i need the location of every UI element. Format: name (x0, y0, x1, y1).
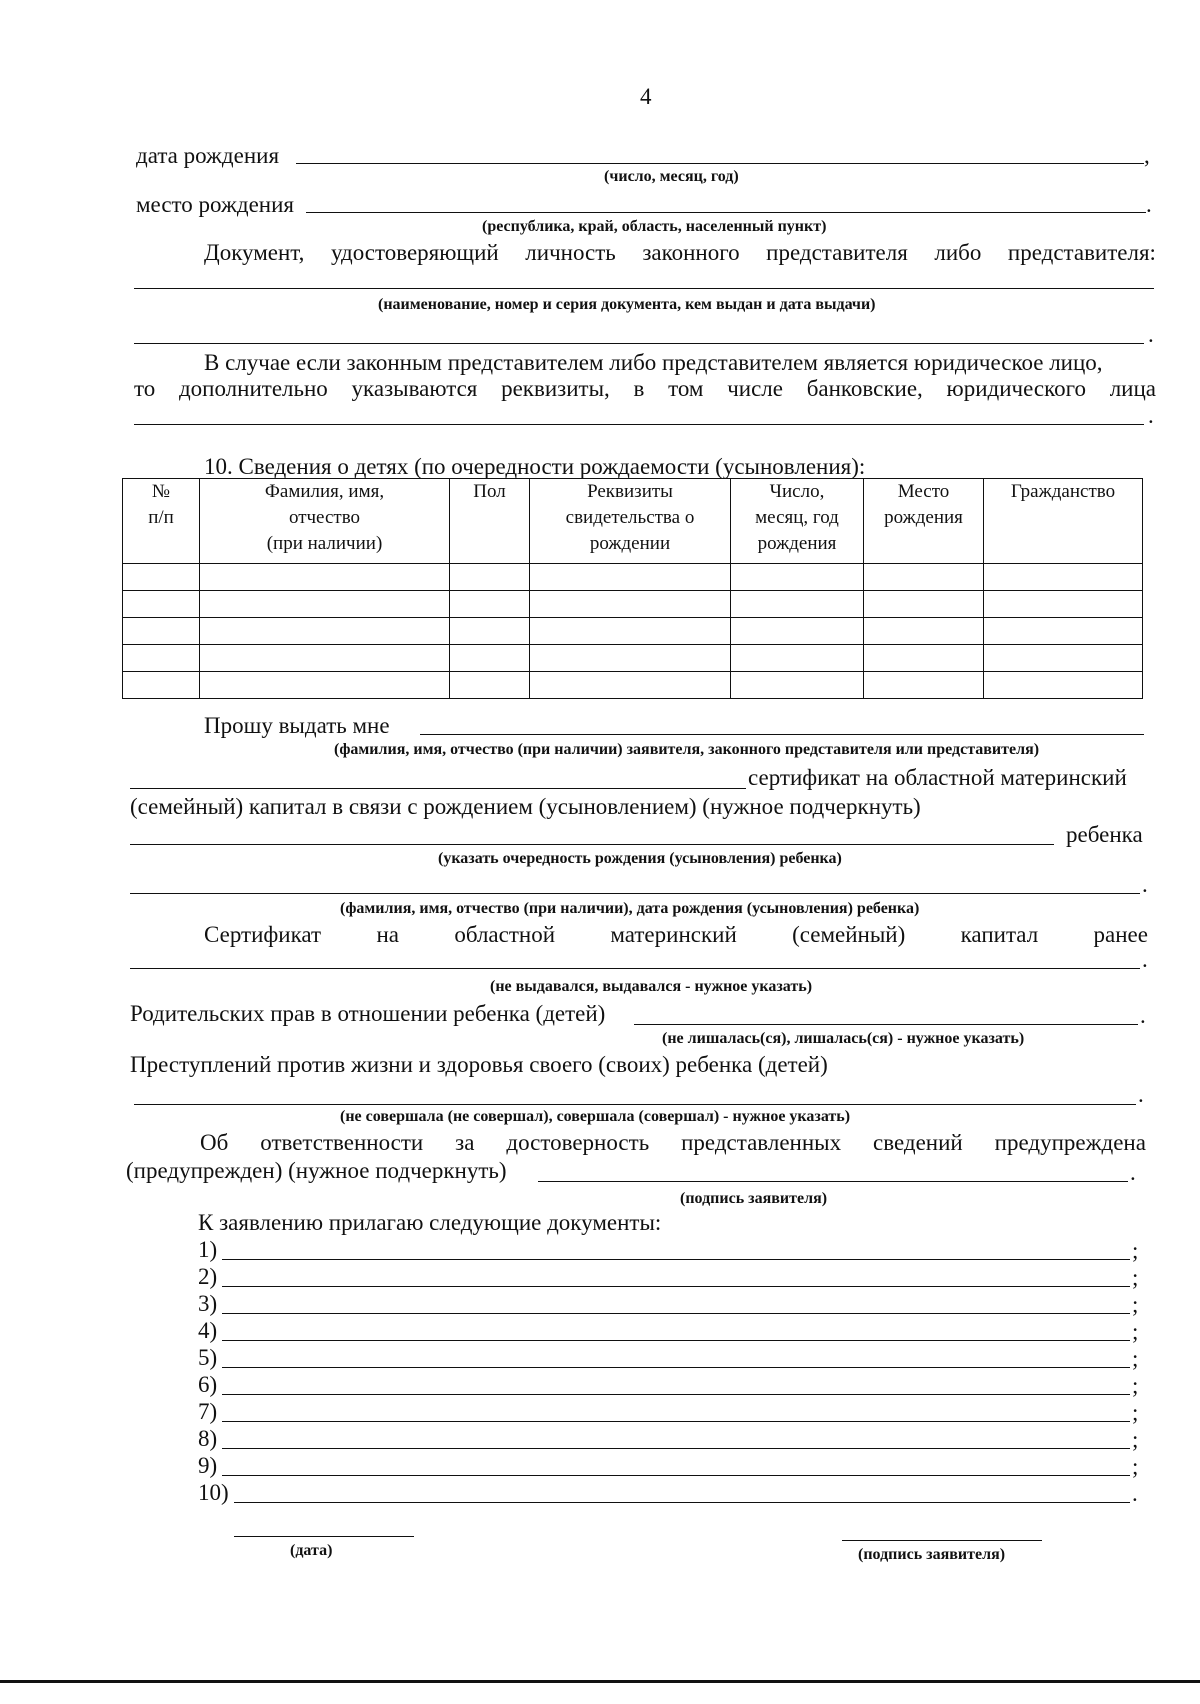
table-cell[interactable] (864, 645, 984, 672)
word: в (633, 376, 645, 401)
table-cell[interactable] (984, 645, 1143, 672)
word: Документ, (204, 240, 305, 265)
table-cell[interactable] (530, 591, 731, 618)
table-row (123, 591, 1143, 618)
table-cell[interactable] (864, 564, 984, 591)
table-cell[interactable] (200, 618, 450, 645)
col-birth-certificate: Реквизиты свидетельства о рождении (530, 479, 731, 564)
attachment-sep: ; (1132, 1265, 1139, 1290)
attachment-field[interactable] (222, 1367, 1130, 1368)
responsibility-line (200, 1130, 1146, 1156)
word: том (668, 376, 704, 401)
children-table (122, 478, 1143, 699)
birth-place-end: . (1146, 192, 1152, 217)
birth-date-field[interactable] (296, 163, 1144, 164)
word: представителя: (1007, 240, 1156, 265)
attachment-field[interactable] (222, 1313, 1130, 1314)
birth-place-hint: (республика, край, область, населенный пункт) (482, 218, 827, 235)
attachment-field[interactable] (222, 1421, 1130, 1422)
signature-hint: (подпись заявителя) (680, 1190, 828, 1207)
page-number: 4 (640, 84, 652, 109)
table-cell[interactable] (450, 618, 530, 645)
col-citizenship: Гражданство (984, 479, 1143, 564)
col-birth-date: Число, месяц, год рождения (731, 479, 864, 564)
word: личность (525, 240, 616, 265)
table-cell[interactable] (123, 672, 200, 699)
word: капитал (960, 922, 1039, 947)
table-cell[interactable] (123, 645, 200, 672)
attachment-field[interactable] (234, 1502, 1130, 1503)
child-name-end: . (1142, 872, 1148, 897)
birth-date-hint: (число, месяц, год) (604, 168, 739, 185)
table-row (123, 672, 1143, 699)
word: достоверность (506, 1130, 650, 1155)
attachment-end: . (1132, 1481, 1138, 1506)
attachment-sep: ; (1132, 1319, 1139, 1344)
table-cell[interactable] (530, 645, 731, 672)
parental-rights-field[interactable] (634, 1024, 1138, 1025)
attachment-field[interactable] (222, 1259, 1130, 1260)
word: законного (642, 240, 740, 265)
cert-before-end: . (1142, 947, 1148, 972)
table-row (123, 618, 1143, 645)
cert-before-hint: (не выдавался, выдавался - нужное указать) (490, 978, 813, 995)
crimes-end: . (1138, 1082, 1144, 1107)
parental-rights-label: Родительских прав в отношении ребенка (детей) (130, 1001, 606, 1026)
table-cell[interactable] (731, 672, 864, 699)
attachment-number: 3) (198, 1291, 218, 1316)
word: то (134, 376, 156, 401)
date-label: (дата) (290, 1542, 333, 1559)
table-cell[interactable] (123, 591, 200, 618)
attachment-number: 7) (198, 1399, 218, 1424)
table-cell[interactable] (200, 564, 450, 591)
attachment-number: 8) (198, 1426, 218, 1451)
word: за (455, 1130, 475, 1155)
child-order-field[interactable] (130, 844, 1054, 845)
word: ранее (1093, 922, 1148, 947)
word: юридического (946, 376, 1086, 401)
crimes-label: Преступлений против жизни и здоровья своего (своих) ребенка (детей) (130, 1052, 828, 1077)
identity-doc-heading (204, 240, 1156, 266)
table-cell[interactable] (984, 618, 1143, 645)
word: предупреждена (994, 1130, 1146, 1155)
children-table-header (123, 479, 1143, 564)
legal-entity-end: . (1148, 403, 1154, 428)
crimes-hint: (не совершала (не совершал), совершала (совершал) - нужное указать) (340, 1108, 851, 1125)
table-cell[interactable] (450, 672, 530, 699)
table-cell[interactable] (123, 618, 200, 645)
attachment-sep: ; (1132, 1400, 1139, 1425)
table-row (123, 645, 1143, 672)
birth-place-label: место рождения (136, 192, 294, 217)
table-cell[interactable] (450, 564, 530, 591)
applicant-name-field-2[interactable] (130, 788, 746, 789)
word: лица (1109, 376, 1156, 401)
birth-place-field[interactable] (306, 212, 1146, 213)
child-word: ребенка (1066, 822, 1143, 847)
table-cell[interactable] (530, 672, 731, 699)
crimes-field[interactable] (134, 1104, 1136, 1105)
word: указываются (351, 376, 478, 401)
table-cell[interactable] (731, 618, 864, 645)
word: либо (934, 240, 982, 265)
footer-signature-field[interactable] (842, 1540, 1042, 1541)
attachment-field[interactable] (222, 1394, 1130, 1395)
footer-signature-label: (подпись заявителя) (858, 1546, 1006, 1563)
word: Сертификат (204, 922, 322, 947)
attachment-number: 6) (198, 1372, 218, 1397)
attachment-sep: ; (1132, 1292, 1139, 1317)
attachment-field[interactable] (222, 1448, 1130, 1449)
applicant-name-hint: (фамилия, имя, отчество (при наличии) заявителя, законного представителя или представителя) (334, 741, 1040, 758)
table-cell[interactable] (984, 591, 1143, 618)
applicant-name-field[interactable] (420, 734, 1144, 735)
parental-rights-end: . (1140, 1003, 1146, 1028)
word: ответственности (260, 1130, 424, 1155)
identity-doc-end: . (1148, 322, 1154, 347)
table-cell[interactable] (984, 564, 1143, 591)
scan-edge-divider (0, 1680, 1200, 1683)
attachment-field[interactable] (222, 1475, 1130, 1476)
attachment-number: 2) (198, 1264, 218, 1289)
attachment-sep: ; (1132, 1454, 1139, 1479)
request-line-2: (семейный) капитал в связи с рождением (усыновлением) (нужное подчеркнуть) (130, 794, 921, 819)
children-table-title: 10. Сведения о детях (по очередности рождаемости (усыновления): (204, 454, 866, 479)
attachments-title: К заявлению прилагаю следующие документы: (198, 1210, 662, 1235)
attachment-sep: ; (1132, 1238, 1139, 1263)
table-cell[interactable] (731, 591, 864, 618)
word: материнский (610, 922, 737, 947)
identity-doc-field-1[interactable] (134, 288, 1154, 289)
attachment-number: 9) (198, 1453, 218, 1478)
attachment-sep: ; (1132, 1346, 1139, 1371)
table-cell[interactable] (731, 564, 864, 591)
word: областной (454, 922, 556, 947)
attachment-field[interactable] (222, 1286, 1130, 1287)
table-cell[interactable] (864, 618, 984, 645)
table-cell[interactable] (200, 645, 450, 672)
legal-entity-line-2 (134, 376, 1156, 402)
certificate-text: сертификат на областной материнский (748, 765, 1127, 790)
date-field[interactable] (234, 1536, 414, 1537)
word: представителя (766, 240, 908, 265)
identity-doc-field-2[interactable] (134, 343, 1144, 344)
table-cell[interactable] (200, 591, 450, 618)
cert-before-field[interactable] (130, 968, 1140, 969)
table-cell[interactable] (530, 618, 731, 645)
attachment-field[interactable] (222, 1340, 1130, 1341)
table-cell[interactable] (450, 591, 530, 618)
word: представленных (681, 1130, 842, 1155)
word: на (376, 922, 399, 947)
table-cell[interactable] (984, 672, 1143, 699)
word: банковские, (806, 376, 923, 401)
child-order-hint: (указать очередность рождения (усыновления) ребенка) (438, 850, 842, 867)
birth-date-end: , (1144, 143, 1150, 168)
signature-field[interactable] (538, 1181, 1128, 1182)
cert-before-line (204, 922, 1148, 948)
table-cell[interactable] (864, 591, 984, 618)
col-full-name: Фамилия, имя, отчество (при наличии) (200, 479, 450, 564)
attachment-number: 5) (198, 1345, 218, 1370)
responsibility-line-2: (предупрежден) (нужное подчеркнуть) (126, 1158, 507, 1183)
col-sex: Пол (450, 479, 530, 564)
word: сведений (873, 1130, 963, 1155)
table-cell[interactable] (731, 645, 864, 672)
word: дополнительно (178, 376, 328, 401)
attachment-number: 10) (198, 1480, 229, 1505)
word: (семейный) (792, 922, 906, 947)
word: реквизиты, (501, 376, 610, 401)
legal-entity-line-1: В случае если законным представителем либо представителем является юридическое лицо, (204, 350, 1103, 375)
attachment-sep: ; (1132, 1427, 1139, 1452)
word: числе (727, 376, 783, 401)
identity-doc-hint: (наименование, номер и серия документа, кем выдан и дата выдачи) (378, 296, 876, 313)
attachment-sep: ; (1132, 1373, 1139, 1398)
request-label: Прошу выдать мне (204, 713, 390, 738)
word: удостоверяющий (330, 240, 499, 265)
col-birth-place: Место рождения (864, 479, 984, 564)
child-name-hint: (фамилия, имя, отчество (при наличии), дата рождения (усыновления) ребенка) (340, 900, 920, 917)
word: Об (200, 1130, 229, 1155)
responsibility-end: . (1130, 1160, 1136, 1185)
attachment-number: 4) (198, 1318, 218, 1343)
table-cell[interactable] (864, 672, 984, 699)
table-cell[interactable] (450, 645, 530, 672)
child-name-field[interactable] (130, 893, 1140, 894)
legal-entity-field[interactable] (134, 424, 1144, 425)
table-cell[interactable] (123, 564, 200, 591)
table-cell[interactable] (530, 564, 731, 591)
table-row (123, 564, 1143, 591)
attachment-number: 1) (198, 1237, 218, 1262)
col-number: № п/п (123, 479, 200, 564)
parental-rights-hint: (не лишалась(ся), лишалась(ся) - нужное указать) (662, 1030, 1025, 1047)
table-cell[interactable] (200, 672, 450, 699)
birth-date-label: дата рождения (136, 143, 280, 168)
